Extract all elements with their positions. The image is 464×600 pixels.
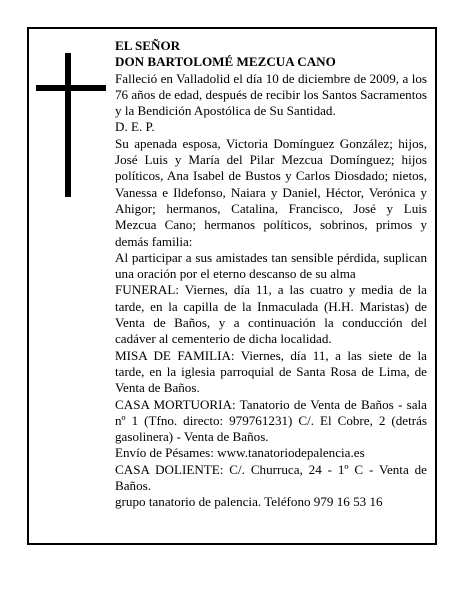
- mourning-house-info: CASA DOLIENTE: C/. Churruca, 24 - 1º C - Venta de Baños.: [115, 461, 427, 494]
- funeral-home-footer: grupo tanatorio de palencia. Teléfono 979 16 53 16: [115, 494, 383, 510]
- condolences-info: Envío de Pésames: www.tanatoriodepalencia.es: [115, 445, 365, 461]
- death-announcement: Falleció en Valladolid el día 10 de diciembre de 2009, a los 76 años de edad, después de recibir los Santos Sacramentos y la Bendición Apostólica de Su Santidad.: [115, 70, 427, 119]
- mortuary-info: CASA MORTUORIA: Tanatorio de Venta de Baños - sala nº 1 (Tfno. directo: 979761231) C/. El Cobre, 2 (detrás gasolinera) - Venta de Baños.: [115, 396, 427, 445]
- title-line-1: EL SEÑOR: [115, 38, 181, 53]
- cross-vertical-bar: [65, 53, 71, 197]
- rip-text: D. E. P.: [115, 119, 155, 135]
- family-list: Su apenada esposa, Victoria Domínguez González; hijos, José Luis y María del Pilar Mezcua Domínguez; hijos políticos, Ana Isabel de Bustos y Carlos Diosdado; nietos, Vanessa e Ildefonso, Naiara y Daniel, Héctor, Verónica y Ahigor; hermanos, Catalina, Francisco, José y Luis Mezcua Cano; hermanos políticos, sobrinos, primos y demás familia:: [115, 135, 427, 249]
- cross-horizontal-bar: [36, 85, 106, 91]
- family-mass-info: MISA DE FAMILIA: Viernes, día 11, a las siete de la tarde, en la iglesia parroquial de Santa Rosa de Lima, de Venta de Baños.: [115, 347, 427, 396]
- prayer-request: Al participar a sus amistades tan sensible pérdida, suplican una oración por el eterno descanso de su alma: [115, 249, 427, 282]
- funeral-info: FUNERAL: Viernes, día 11, a las cuatro y media de la tarde, en la capilla de la Inmaculada (H.H. Maristas) de Venta de Baños, y a continuación la conducción del cadáver al cementerio de dicha localidad.: [115, 282, 427, 347]
- cross-icon: [36, 53, 106, 197]
- obituary-text: [115, 38, 427, 511]
- deceased-name: DON BARTOLOMÉ MEZCUA CANO: [115, 54, 336, 70]
